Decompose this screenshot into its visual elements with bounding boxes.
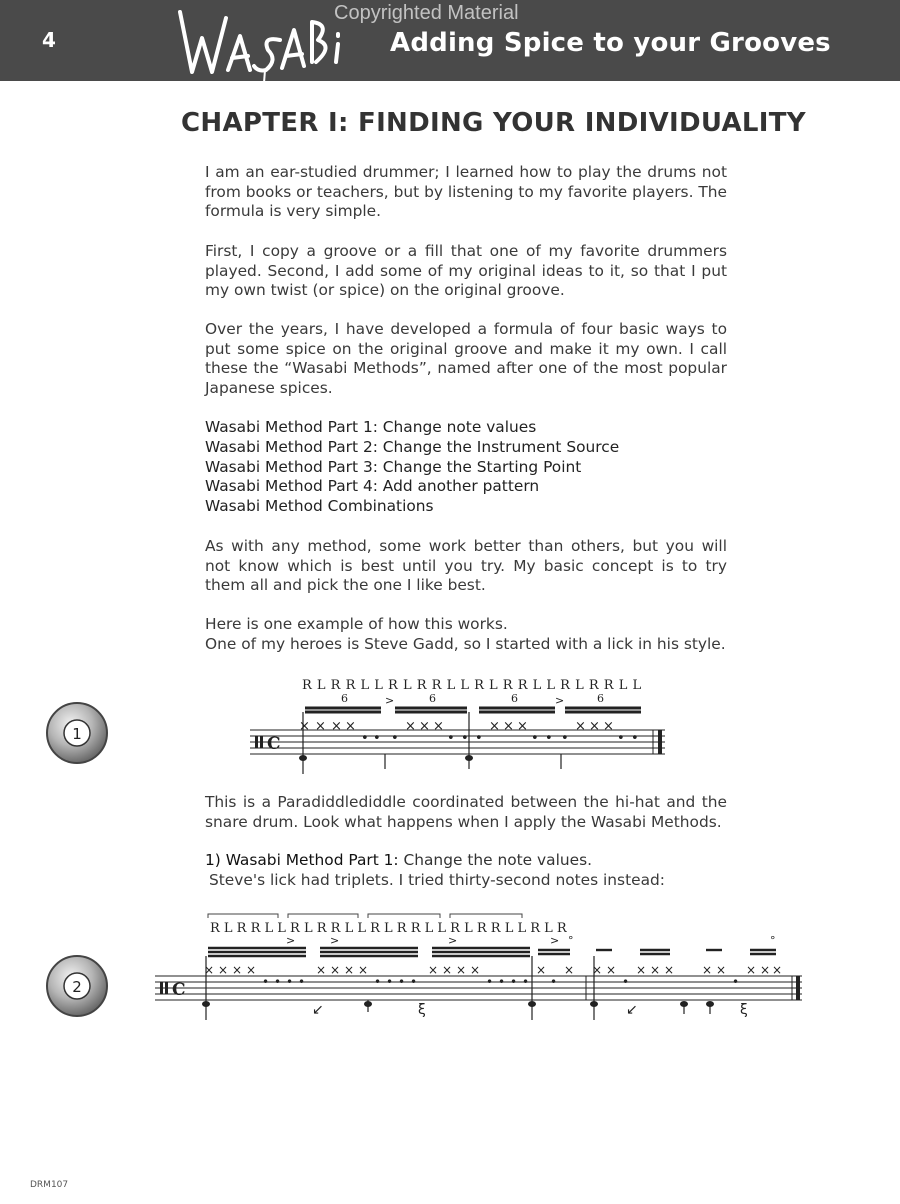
svg-text:•: • (732, 975, 740, 989)
svg-text:×: × (606, 963, 617, 977)
cd-track-icon (45, 954, 109, 1018)
svg-text:×: × (299, 719, 310, 734)
svg-text:×: × (358, 963, 369, 977)
svg-text:×: × (564, 963, 575, 977)
paragraph-methods-intro: Over the years, I have developed a formula of four basic ways to put some spice on the original groove and make it my own. I call these the “Wasabi Methods”, named after one of the most popular Japanese spices. (205, 320, 727, 397)
svg-text:×: × (330, 963, 341, 977)
svg-text:×: × (489, 719, 500, 734)
svg-text:•: • (262, 975, 270, 989)
svg-text:•: • (386, 975, 394, 989)
svg-text:•: • (550, 975, 558, 989)
paragraph-try-all: As with any method, some work better than others, but you will not know which is best until you try. My basic concept is to try them all and pick the one I like best. (205, 537, 727, 595)
svg-text:↙: ↙ (626, 1002, 638, 1018)
svg-text:>: > (555, 694, 565, 707)
svg-text:×: × (405, 719, 416, 734)
svg-text:•: • (561, 731, 569, 746)
svg-text:ξ: ξ (740, 1002, 748, 1018)
svg-text:•: • (522, 975, 530, 989)
svg-text:×: × (433, 719, 444, 734)
svg-text:•: • (398, 975, 406, 989)
svg-text:×: × (772, 963, 783, 977)
svg-text:×: × (650, 963, 661, 977)
svg-text:×: × (315, 719, 326, 734)
svg-text:•: • (447, 731, 455, 746)
tuplet-label: 6 (597, 692, 604, 705)
svg-text:×: × (575, 719, 586, 734)
svg-text:>: > (286, 934, 296, 947)
page-number: 4 (42, 28, 56, 52)
svg-text:•: • (286, 975, 294, 989)
sticking-text: R L R R L L R L R R L L R L R R L L R L R R L L R L R (210, 921, 567, 936)
svg-text:×: × (536, 963, 547, 977)
cd-track-number: 2 (72, 978, 82, 996)
svg-text:×: × (503, 719, 514, 734)
svg-text:×: × (345, 719, 356, 734)
svg-text:×: × (331, 719, 342, 734)
method1-description: Steve's lick had triplets. I tried thirty-second notes instead: (209, 871, 665, 889)
method1-heading-label: 1) Wasabi Method Part 1: (205, 851, 399, 869)
svg-text:•: • (486, 975, 494, 989)
copyright-watermark: Copyrighted Material (334, 2, 519, 24)
svg-text:ξ: ξ (418, 1002, 426, 1018)
svg-text:×: × (716, 963, 727, 977)
svg-text:×: × (316, 963, 327, 977)
svg-text:°: ° (770, 934, 776, 947)
header-bar (0, 0, 900, 81)
svg-text:•: • (622, 975, 630, 989)
svg-text:×: × (517, 719, 528, 734)
method-item: Wasabi Method Part 4: Add another pattern (205, 477, 540, 496)
svg-text:×: × (232, 963, 243, 977)
svg-text:×: × (603, 719, 614, 734)
paragraph-intro: I am an ear-studied drummer; I learned how to play the drums not from books or teachers, but by listening to my favorite players. The formula is very simple. (205, 163, 727, 221)
svg-text:×: × (246, 963, 257, 977)
svg-text:×: × (746, 963, 757, 977)
svg-text:°: ° (568, 934, 574, 947)
method1-heading-rest: Change the note values. (398, 851, 592, 869)
svg-text:>: > (385, 694, 395, 707)
method-item: Wasabi Method Part 2: Change the Instrument Source (205, 437, 620, 456)
paragraph-paradiddle: This is a Paradiddlediddle coordinated between the hi-hat and the snare drum. Look what happens when I apply the Wasabi Methods. (205, 793, 727, 831)
tuplet-label: 6 (341, 692, 348, 705)
svg-text:•: • (391, 731, 399, 746)
paragraph-steve-gadd: One of my heroes is Steve Gadd, so I started with a lick in his style. (205, 635, 726, 653)
method-item: Wasabi Method Part 3: Change the Starting Point (205, 457, 582, 476)
svg-text:×: × (702, 963, 713, 977)
tuplet-label: 6 (429, 692, 436, 705)
svg-text:•: • (410, 975, 418, 989)
svg-text:•: • (545, 731, 553, 746)
svg-text:•: • (510, 975, 518, 989)
svg-text:•: • (475, 731, 483, 746)
header-title: Adding Spice to your Grooves (390, 28, 831, 58)
svg-text:C: C (172, 980, 186, 1000)
svg-text:×: × (636, 963, 647, 977)
svg-text:×: × (592, 963, 603, 977)
svg-text:×: × (218, 963, 229, 977)
cd-track-number: 1 (72, 725, 82, 743)
svg-text:•: • (617, 731, 625, 746)
cd-track-icon (45, 701, 109, 765)
svg-text:×: × (344, 963, 355, 977)
drum-notation-example-2 (150, 910, 810, 1028)
method-item: Wasabi Method Part 1: Change note values (205, 418, 537, 436)
svg-text:×: × (428, 963, 439, 977)
tuplet-label: 6 (511, 692, 518, 705)
method1-heading (205, 851, 727, 871)
svg-text:•: • (531, 731, 539, 746)
chapter-title: CHAPTER I: FINDING YOUR INDIVIDUALITY (181, 108, 806, 138)
svg-text:•: • (361, 731, 369, 746)
svg-text:•: • (374, 975, 382, 989)
svg-text:×: × (456, 963, 467, 977)
method-item: Wasabi Method Combinations (205, 497, 434, 516)
svg-text:•: • (298, 975, 306, 989)
svg-text:×: × (760, 963, 771, 977)
svg-text:•: • (631, 731, 639, 746)
svg-text:•: • (373, 731, 381, 746)
svg-text:×: × (442, 963, 453, 977)
footer-code: DRM107 (30, 1180, 69, 1190)
svg-text:•: • (461, 731, 469, 746)
paragraph-example-intro: Here is one example of how this works. (205, 615, 508, 633)
svg-text:>: > (330, 934, 340, 947)
svg-text:×: × (589, 719, 600, 734)
svg-text:×: × (419, 719, 430, 734)
svg-text:•: • (498, 975, 506, 989)
svg-text:•: • (274, 975, 282, 989)
svg-text:×: × (664, 963, 675, 977)
svg-text:>: > (550, 934, 560, 947)
sticking-text: R L R R L L R L R R L L R L R R L L R L R R L L (302, 678, 642, 693)
svg-text:×: × (470, 963, 481, 977)
methods-list (205, 418, 619, 517)
svg-text:C: C (267, 734, 281, 754)
paragraph-formula: First, I copy a groove or a fill that one of my favorite drummers played. Second, I add some of my original ideas to it, so that I put my own twist (or spice) on the original groove. (205, 242, 727, 300)
svg-text:×: × (204, 963, 215, 977)
svg-text:>: > (448, 934, 458, 947)
svg-text:↙: ↙ (312, 1002, 324, 1018)
drum-notation-example-1 (245, 674, 675, 778)
